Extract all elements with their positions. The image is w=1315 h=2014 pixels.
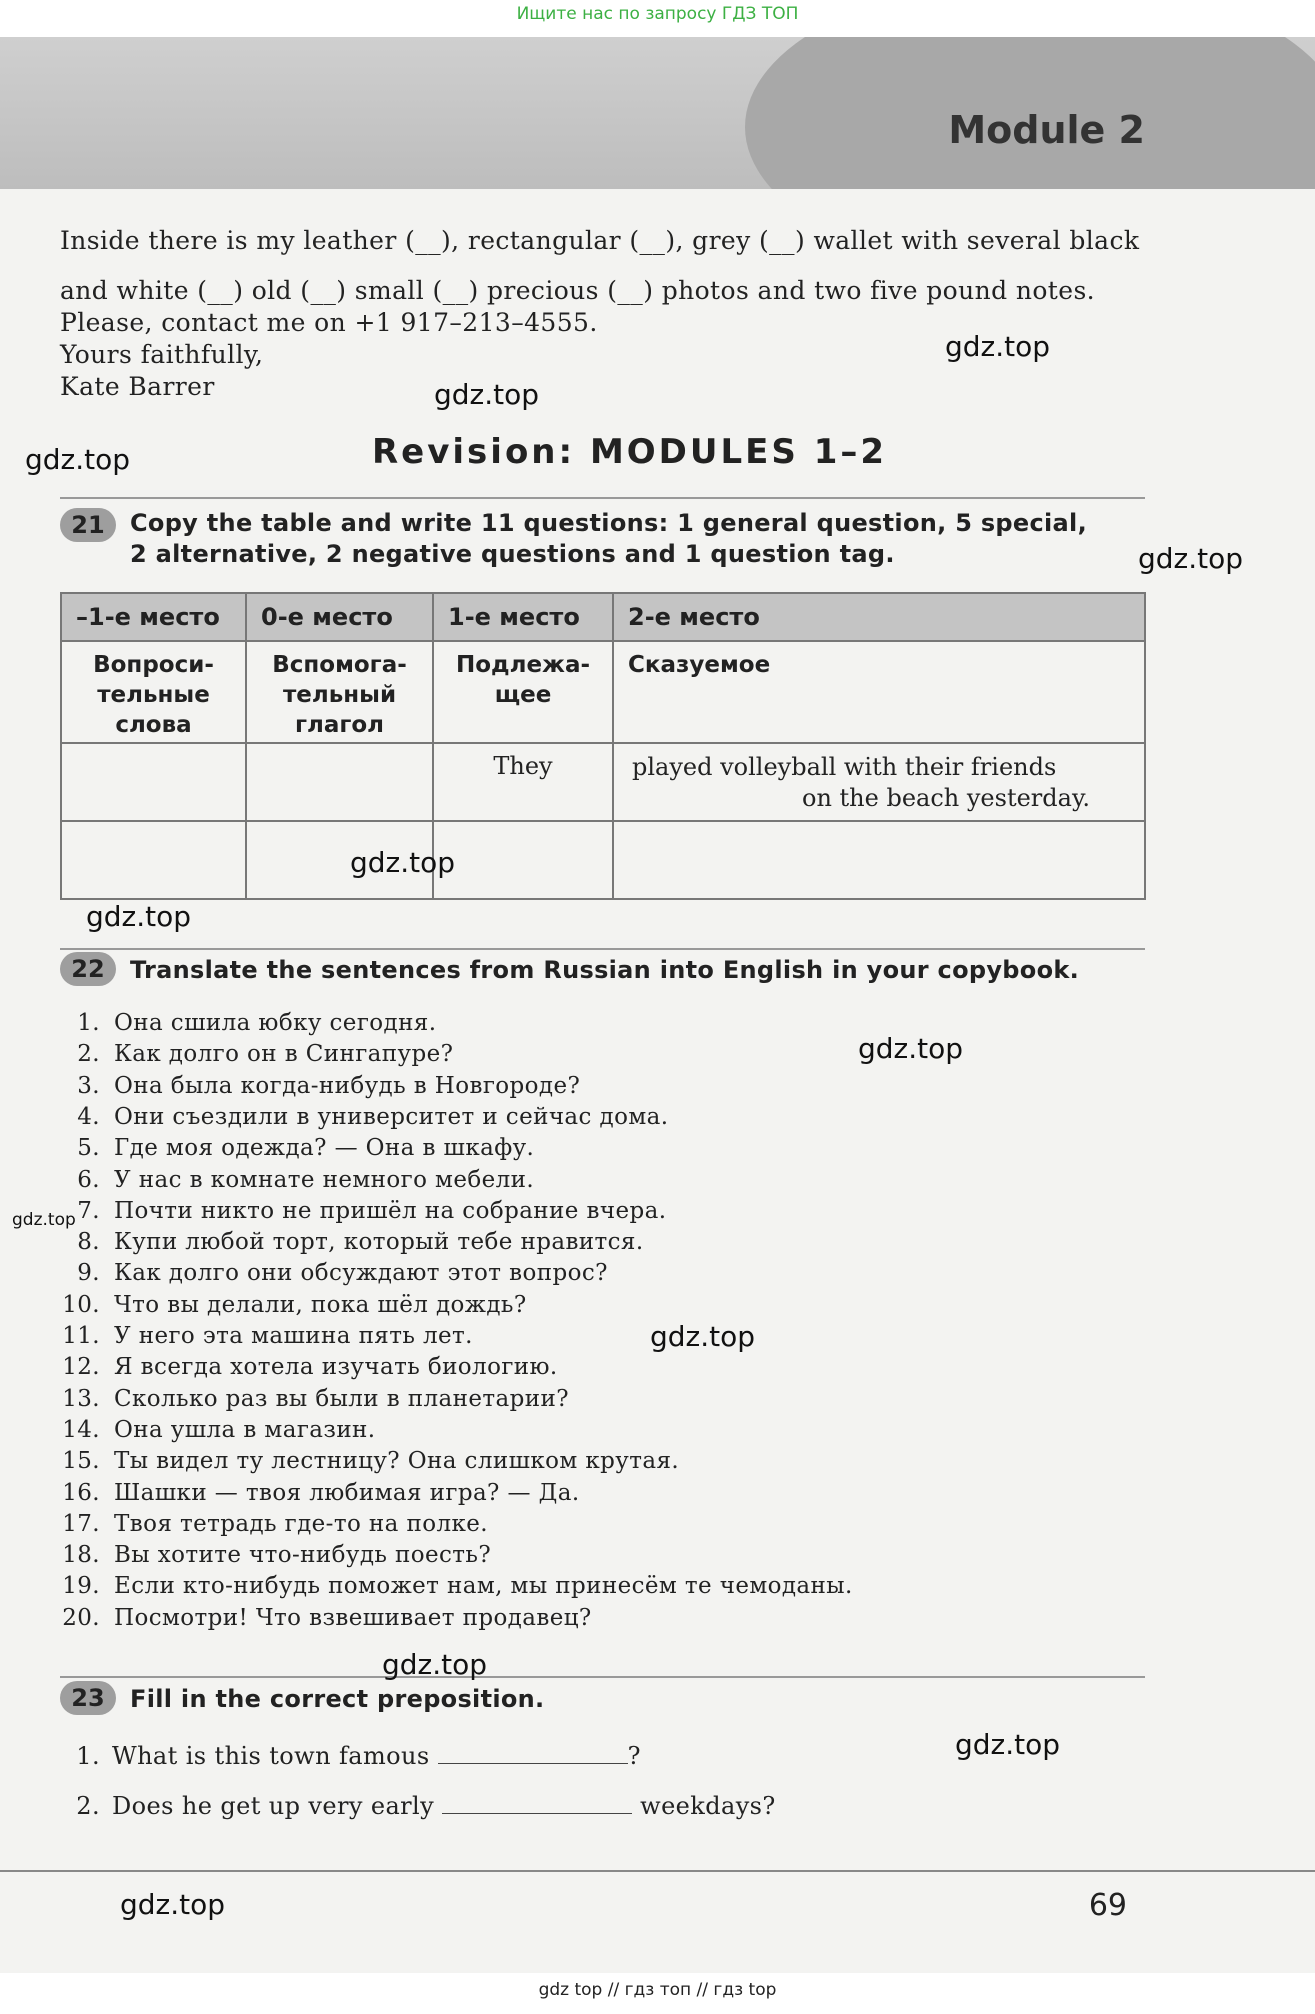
sentence-item [60,1073,580,1099]
sentence-text: Я всегда хотела изучать биологию. [114,1354,558,1381]
sentence-number: 15. [62,1448,100,1475]
sentence-item [60,1104,668,1130]
sentence-text: Почти никто не пришёл на собрание вчера. [114,1197,667,1224]
sentence-number: 19. [62,1573,100,1600]
sentence-item [60,1292,527,1318]
sentence-item [60,1354,558,1380]
watermark: gdz.top [434,378,540,411]
table-cell: They [433,743,613,821]
sentence-number: 3. [77,1072,100,1099]
exercise-22-instruction: Translate the sentences from Russian into English in your copybook. [130,956,1080,984]
sentence-text: Как долго он в Сингапуре? [114,1041,454,1068]
sentence-text: Они съездили в университет и сейчас дома. [114,1103,669,1130]
revision-title: Revision: MODULES 1–2 [372,432,888,472]
sentence-text: Ты видел ту лестницу? Она слишком крутая. [114,1448,680,1475]
sentence-number: 1. [77,1010,100,1036]
sentence-number: 14. [62,1416,100,1443]
watermark: gdz.top [12,1210,76,1230]
table-header-row [61,593,1145,641]
sentence-item [60,1229,644,1255]
module-title: Module 2 [948,108,1145,152]
sentence-text: Купи любой торт, который тебе нравится. [114,1229,644,1256]
sentence-number: 5. [77,1135,100,1162]
sentence-item [60,1167,534,1193]
watermark: gdz.top [25,443,131,476]
predicate-line: on the beach yesterday. [802,784,1090,812]
watermark: gdz.top [858,1032,964,1065]
letter-line: and white (__) old (__) small (__) precious (__) photos and two five pound notes. [60,276,1096,305]
table-cell: Вспомога- тельный глагол [272,652,407,738]
answer-blank[interactable] [438,1743,628,1764]
sentence-text: У нас в комнате немного мебели. [114,1166,535,1193]
sentence-item [60,1573,853,1599]
table-cell-empty [433,821,613,899]
sentence-number: 8. [77,1229,100,1256]
sentence-item [60,1010,436,1036]
instruction-line: Copy the table and write 11 questions: 1 general question, 5 special, [130,509,1087,537]
sentence-number: 17. [62,1510,100,1537]
exercise-21-instruction [130,508,1087,570]
sentence-item [60,1542,491,1568]
exercise-23-instruction: Fill in the correct preposition. [130,1685,545,1713]
sentence-item [60,1323,473,1349]
question-text: What is this town famous [112,1742,430,1770]
sentence-item [60,1386,569,1412]
table-cell: Сказуемое [628,652,771,678]
table-cell-empty [613,821,1145,899]
sentence-text: Она ушла в магазин. [114,1416,376,1443]
sentence-number: 6. [77,1166,100,1193]
sentence-number: 18. [62,1542,100,1569]
letter-line: Yours faithfully, [60,340,264,369]
question-number: 2. [76,1792,100,1820]
question-text: ? [627,1742,641,1770]
sentence-text: Посмотри! Что взвешивает продавец? [114,1604,592,1631]
watermark: gdz.top [945,330,1051,363]
sentence-item [60,1448,679,1474]
letter-line: Please, contact me on +1 917–213–4555. [60,308,598,337]
table-cell [613,743,1145,821]
table-row [61,641,1145,743]
sentence-number: 11. [62,1323,100,1349]
sentence-item [60,1480,580,1506]
sentence-item [60,1198,666,1224]
section-divider [60,1676,1145,1678]
sentence-number: 13. [62,1385,100,1412]
question-item [60,1742,641,1770]
sentence-text: Если кто-нибудь поможет нам, мы принесём те чемоданы. [114,1573,853,1600]
sentence-text: Она сшила юбку сегодня. [114,1010,437,1036]
exercise-number-badge: 21 [60,508,116,542]
question-number: 1. [76,1742,100,1770]
instruction-line: 2 alternative, 2 negative questions and 1 question tag. [130,540,895,568]
sentence-number: 4. [77,1103,100,1130]
exercise-number-badge: 23 [60,1681,116,1715]
page-bottom-rule [0,1870,1315,1872]
sentence-number: 20. [62,1604,100,1631]
table-row [61,821,1145,899]
table-header: 1-е место [433,593,613,641]
word-order-table [60,592,1146,900]
sentence-item [60,1260,608,1286]
sentence-text: Вы хотите что-нибудь поесть? [114,1542,492,1569]
sentence-item [60,1417,376,1443]
table-header: 2-е место [613,593,1145,641]
table-cell-empty [61,743,246,821]
sentence-item [60,1041,453,1067]
table-cell: Вопроси- тельные слова [93,652,214,738]
table-header: –1-е место [61,593,246,641]
sentence-number: 12. [62,1354,100,1381]
sentence-text: Твоя тетрадь где-то на полке. [114,1510,488,1537]
question-text: Does he get up very early [112,1792,435,1820]
sentence-number: 9. [77,1260,100,1287]
sentence-number: 7. [77,1197,100,1224]
sentence-text: Шашки — твоя любимая игра? — Да. [114,1479,580,1506]
watermark: gdz.top [350,846,456,879]
sentence-number: 10. [62,1291,100,1318]
predicate-line: played volleyball with their friends [632,753,1057,781]
sentence-number: 16. [62,1479,100,1506]
question-text: weekdays? [640,1792,776,1820]
sentence-item [60,1605,592,1631]
table-cell-empty [61,821,246,899]
watermark: gdz.top [382,1648,488,1681]
watermark: gdz.top [650,1320,756,1353]
sentence-text: Что вы делали, пока шёл дождь? [114,1291,527,1318]
watermark: gdz.top [86,900,192,933]
sentence-text: Она была когда-нибудь в Новгороде? [114,1072,581,1099]
table-cell-empty [246,743,433,821]
sentence-text: Как долго они обсуждают этот вопрос? [114,1260,608,1287]
table-cell: Подлежа- щее [455,652,591,708]
watermark: gdz.top [1138,542,1244,575]
sentence-text: У него эта машина пять лет. [114,1323,473,1349]
watermark: gdz.top [120,1888,226,1921]
watermark: gdz.top [955,1728,1061,1761]
question-item [60,1792,776,1820]
letter-line: Kate Barrer [60,372,215,401]
letter-line: Inside there is my leather (__), rectangular (__), grey (__) wallet with several black [60,226,1140,255]
sentence-text: Где моя одежда? — Она в шкафу. [114,1135,535,1162]
page-number: 69 [1088,1888,1127,1923]
top-search-link[interactable]: Ищите нас по запросу ГДЗ ТОП [516,4,799,24]
sentence-text: Сколько раз вы были в планетарии? [114,1385,569,1412]
section-divider [60,497,1145,499]
section-divider [60,948,1145,950]
footer-links[interactable]: gdz top // гдз топ // гдз top [538,1980,777,2000]
sentence-item [60,1511,488,1537]
answer-blank[interactable] [442,1793,632,1814]
table-row [61,743,1145,821]
sentence-item [60,1135,534,1161]
sentence-number: 2. [77,1041,100,1068]
exercise-number-badge: 22 [60,952,116,986]
table-header: 0-е место [246,593,433,641]
